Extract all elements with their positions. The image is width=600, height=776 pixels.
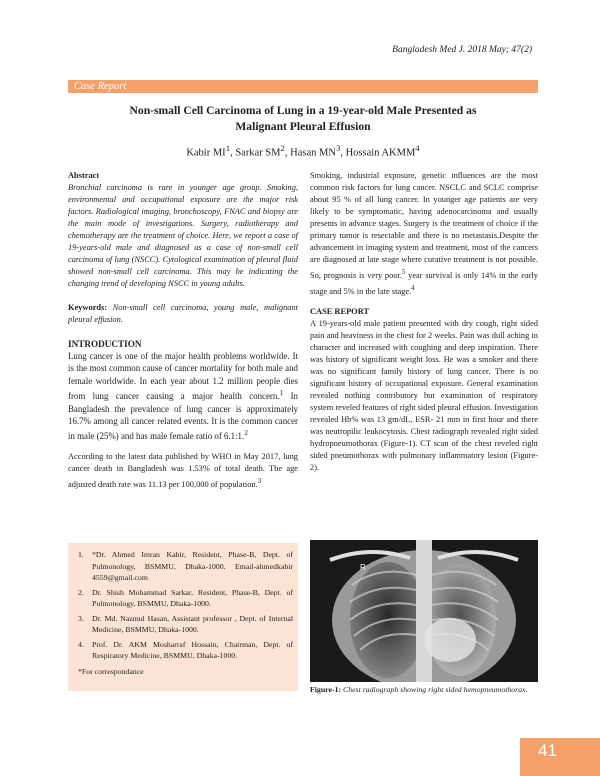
correspondence-note: *For correspondance (78, 666, 144, 676)
abstract-heading: Abstract (68, 171, 100, 180)
ref-3: 3 (257, 476, 262, 485)
affiliation-text: Dr. Md. Nazmul Hasan, Assistant professor , Dept. of Internal Medicine, BSMMU, Dhaka-1000. (92, 613, 293, 634)
ref-2: 2 (244, 428, 248, 438)
abstract-text: Bronchial carcinoma is rare in younger age group. Smoking, environmental and occupational exposure are the major risk factors. Radiological imaging, bronchoscopy, FNAC and biopsy are the main mode of investigations. Surgery, radiotherapy and chemotherapy are the treatment of choice. Here, we report a case of 19-years-old male and diagnosed as a case of non-small cell carcinoma of lung (NSCC). Cytological examination of pleural fluid showed non-small cell carcinoma. This may be indicating the changing trend of developing NSCC in young adults. (68, 183, 298, 288)
affiliation-number: 2. (78, 587, 84, 597)
figure-side-marker: R (360, 563, 366, 572)
author-2-affil: 2 (280, 143, 285, 153)
affiliation-item (78, 613, 293, 636)
affiliation-text: Prof. Dr. AKM Mosharraf Hossain, Chairman, Dept. of Respiratory Medicine, BSMMU, Dhaka-1000. (92, 639, 293, 660)
xray-illustration (310, 540, 538, 682)
keywords (68, 302, 298, 326)
author-4-affil: 4 (415, 143, 420, 153)
affiliation-text: Dr. Shish Mohammad Sarkar, Resident, Phase-B, Dept. of Pulmonology, BSMMU, Dhaka-1000. (92, 587, 293, 608)
intro-p2-text: According to the latest data published by WHO in May 2017, lung cancer death in Bangladesh was 1.53% of total death. The age adjusted death rate was 11.13 per 100,000 of population. (68, 451, 298, 489)
affiliation-text: *Dr. Ahmed Imran Kabir, Resident, Phase-B, Dept. of Pulmonology, BSMMU, Dhaka-1000. Email-ahmedkabir 4559@gmail.com (92, 550, 293, 582)
author-2: , Sarkar SM (230, 147, 281, 159)
affiliation-list (78, 549, 293, 677)
author-1-affil: 1 (225, 143, 231, 153)
journal-citation: Bangladesh Med J. 2018 May; 47(2) (392, 45, 532, 55)
intro-paragraph-1 (68, 350, 298, 443)
caption-text: Chest radiograph showing right sided hemopneumothorax. (341, 685, 528, 694)
author-1: Kabir MI (186, 147, 226, 159)
author-affiliations-box (68, 543, 298, 691)
intro-paragraph-2 (68, 451, 298, 491)
affiliation-number: 4. (78, 639, 84, 649)
affiliation-item (78, 549, 293, 584)
author-3-affil: 3 (335, 143, 341, 153)
title-line-1: Non-small Cell Carcinoma of Lung in a 19-year-old Male Presented as (129, 104, 477, 117)
affiliation-item (78, 587, 293, 610)
author-4: , Hossain AKMM (340, 147, 416, 159)
figure-caption (310, 685, 538, 694)
right-column (310, 170, 538, 474)
title-line-2: Malignant Pleural Effusion (235, 120, 371, 133)
risk-text: Smoking, industrial exposure, genetic influences are the most common risk factors for lung cancer. NSCLC and SCLC comprise about 95 % of all lung cancer. In younger age patients are very likely to be symptomatic, having adenocarcinoma and usually presents in advance stages. Surgery is the treatment of choice if the primary tumor is resectable and there is no metastasis.Despite the advancement in imaging system and treatment, most of the cancers are diagnosed at late stage where curative treatment is not possible. So, prognosis is very poor. (310, 171, 538, 280)
section-label: Case Report (74, 81, 127, 92)
ref-1: 1 (279, 388, 284, 398)
ref-4: 4 (411, 283, 415, 292)
affiliation-number: 1. (78, 550, 84, 559)
left-column (68, 170, 298, 491)
case-report-heading: CASE REPORT (310, 306, 370, 316)
author-list (68, 143, 538, 159)
risk-factors-paragraph (310, 170, 538, 298)
section-banner (68, 80, 538, 93)
chest-radiograph-image (310, 540, 538, 682)
case-report-text: A 19-years-old male patient presented with dry cough, right sided pain and heaviness in the chest for 2 weeks. Pain was dull aching in character and increased with coughing and deep inspiration. There was history of significant weight loss. He was a smoker and there was no significant family history of lung cancer. There is no significant history of occupational exposure. General examination revealed nothing contributory but examination of respiratory system reveled features of right sided pleural effusion. Investigation revealed Hb% was 13 gm/dL, ESR- 21 mm in first hour and there was neutropilic leukocytosis. Chest radiograph revealed right sided hydropneumothorax (Figure-1). CT scan of the chest reveled right sided pneumothorax with pulmonary inflammatory lesion (Figure-2). (310, 318, 538, 472)
page-number: 41 (538, 741, 557, 760)
article-title (68, 103, 538, 135)
intro-p1-text: Lung cancer is one of the major health problems worldwide. It is the most common cause of cancer mortality for both male and female worldwide. In each year about 1.2 million people dies from lung cancer causing a major health concern. (68, 351, 298, 402)
intro-heading: INTRODUCTION (68, 339, 142, 349)
affiliation-item (78, 639, 293, 662)
risk-text-tail: year survival is only 14% in the early stage and 5% in the late stage. (310, 270, 538, 296)
author-3: , Hasan MN (284, 147, 336, 159)
page-number-box (520, 738, 600, 776)
ref-5: 5 (401, 268, 406, 276)
affiliation-number: 3. (78, 613, 84, 623)
keywords-text: Non-small cell carcinoma, young male, malignant pleural effusion. (68, 303, 298, 324)
keywords-label: Keywords: (68, 303, 108, 312)
intro-p1b-text: In Bangladesh the prevalence of lung cancer is approximately 16.7% among all cancer related events. It is the common cancer in male (25%) and has male female ratio of 6.1:1. (68, 391, 298, 442)
caption-label: Figure-1: (310, 685, 342, 694)
